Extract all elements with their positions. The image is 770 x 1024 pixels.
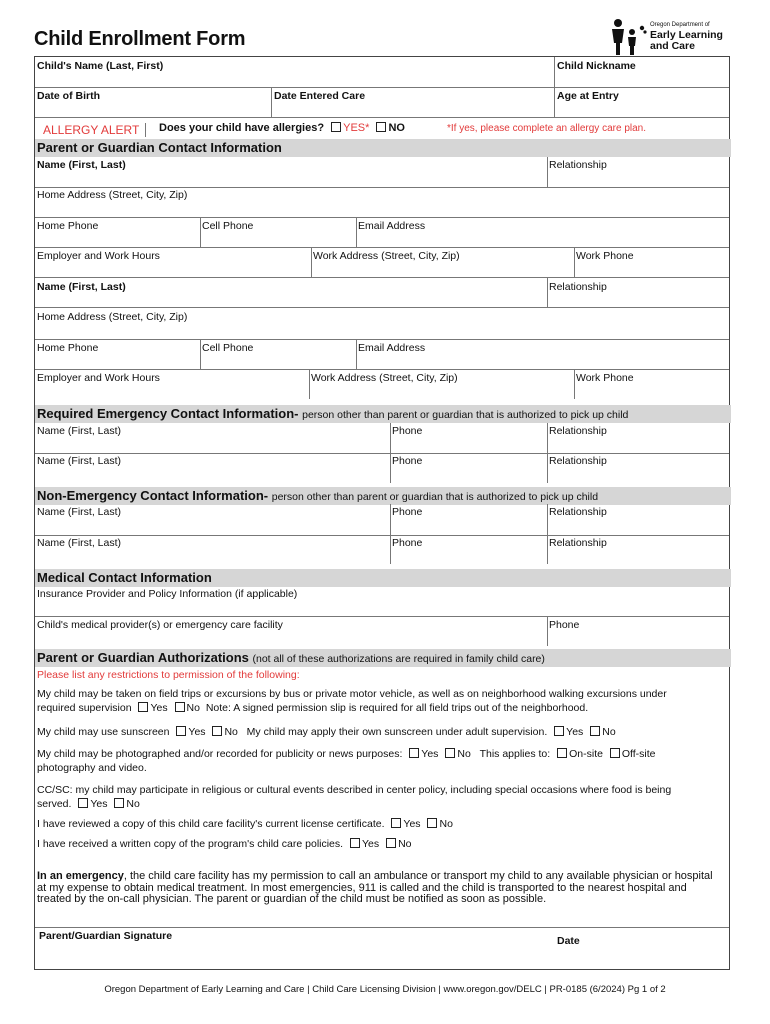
policies-yes-checkbox[interactable] (350, 838, 360, 848)
parent2-relationship-field[interactable]: Relationship (549, 281, 607, 293)
family-icon (604, 18, 648, 56)
logo-line-1: Oregon Department of (650, 22, 710, 28)
enrollment-form (34, 56, 730, 970)
sunscreen-no-checkbox[interactable] (212, 726, 222, 736)
age-entry-field[interactable]: Age at Entry (557, 90, 619, 102)
allergy-no-checkbox[interactable] (376, 122, 386, 132)
parent2-employer-field[interactable]: Employer and Work Hours (37, 372, 160, 384)
signature-date-field[interactable]: Date (557, 935, 580, 947)
emergency1-phone-field[interactable]: Phone (392, 425, 423, 437)
emergency-section-heading: Required Emergency Contact Information- person other than parent or guardian that is authorized to pick up child (35, 405, 731, 423)
license-acknowledgment: I have reviewed a copy of this child care facility's current license certificate. Yes No (37, 818, 453, 830)
date-entered-field[interactable]: Date Entered Care (274, 90, 366, 102)
parent1-employer-field[interactable]: Employer and Work Hours (37, 250, 160, 262)
allergy-yes-checkbox[interactable] (331, 122, 341, 132)
nonemergency2-phone-field[interactable]: Phone (392, 537, 423, 549)
parent2-work-phone-field[interactable]: Work Phone (576, 372, 634, 384)
trips-no-checkbox[interactable] (175, 702, 185, 712)
medical-section-heading: Medical Contact Information (35, 569, 731, 587)
parent1-work-address-field[interactable]: Work Address (Street, City, Zip) (313, 250, 460, 262)
medical-provider-field[interactable]: Child's medical provider(s) or emergency care facility (37, 619, 283, 631)
religious-no-checkbox[interactable] (114, 798, 124, 808)
signature-field[interactable]: Parent/Guardian Signature (39, 930, 173, 942)
emergency2-relationship-field[interactable]: Relationship (549, 455, 607, 467)
parent1-email-field[interactable]: Email Address (358, 220, 426, 232)
parent1-home-address-field[interactable]: Home Address (Street, City, Zip) (37, 189, 188, 201)
nonemergency1-phone-field[interactable]: Phone (392, 506, 423, 518)
dob-field[interactable]: Date of Birth (37, 90, 100, 102)
logo-line-2: Early Learning (650, 29, 723, 41)
emergency1-relationship-field[interactable]: Relationship (549, 425, 607, 437)
emergency-permission-text: In an emergency, the child care facility has my permission to call an ambulance or transport my child to any available physician or hospital at my expense to obtain medical treatment. In most emergencies, 911 is called and the child is transported to the nearest hospital and treated by the on-call physician. The parent or guardian of the child must be notified as soon as possible. (37, 870, 713, 905)
agency-logo (604, 18, 734, 58)
policies-acknowledgment: I have received a written copy of the program's child care policies. Yes No (37, 838, 412, 850)
parent1-home-phone-field[interactable]: Home Phone (37, 220, 99, 232)
page-title: Child Enrollment Form (34, 28, 246, 50)
insurance-field[interactable]: Insurance Provider and Policy Information (if applicable) (37, 588, 298, 600)
emergency1-name-field[interactable]: Name (First, Last) (37, 425, 122, 437)
page-footer: Oregon Department of Early Learning and Care | Child Care Licensing Division | www.oregon.gov/DELC | PR-0185 (6/2024) Pg 1 of 2 (104, 984, 666, 995)
religious-authorization: CC/SC: my child may participate in religious or cultural events described in center policy, including special occasions where food is being served. Yes No (37, 784, 672, 810)
religious-yes-checkbox[interactable] (78, 798, 88, 808)
allergy-alert-label: ALLERGY ALERT (37, 123, 146, 137)
field-trips-authorization: My child may be taken on field trips or excursions by bus or private motor vehicle, as well as on neighborhood walking excursions under required supervision Yes No Note: A signed permission slip is required for all field trips out of the neighborhood. (37, 688, 667, 714)
restrictions-instruction: Please list any restrictions to permission of the following: (37, 669, 300, 681)
allergy-note: *If yes, please complete an allergy care plan. (447, 123, 646, 134)
authorizations-section-heading: Parent or Guardian Authorizations (not all of these authorizations are required in family child care) (35, 649, 731, 667)
child-nickname-field[interactable]: Child Nickname (557, 60, 636, 72)
license-yes-checkbox[interactable] (391, 818, 401, 828)
parent2-cell-phone-field[interactable]: Cell Phone (202, 342, 254, 354)
medical-phone-field[interactable]: Phone (549, 619, 580, 631)
photo-authorization: My child may be photographed and/or recorded for publicity or news purposes: Yes No This applies to: On-site Off-site photography and video. (37, 748, 656, 774)
photo-offsite-checkbox[interactable] (610, 748, 620, 758)
allergy-question: Does your child have allergies? YES* NO (159, 122, 405, 134)
sunscreen-yes-checkbox[interactable] (176, 726, 186, 736)
nonemergency2-name-field[interactable]: Name (First, Last) (37, 537, 122, 549)
nonemergency1-name-field[interactable]: Name (First, Last) (37, 506, 122, 518)
own-sunscreen-yes-checkbox[interactable] (554, 726, 564, 736)
emergency2-name-field[interactable]: Name (First, Last) (37, 455, 122, 467)
parent1-relationship-field[interactable]: Relationship (549, 159, 607, 171)
parent1-name-field[interactable]: Name (First, Last) (37, 159, 126, 171)
photo-yes-checkbox[interactable] (409, 748, 419, 758)
nonemergency-section-heading: Non-Emergency Contact Information- person other than parent or guardian that is authorized to pick up child (35, 487, 731, 505)
nonemergency2-relationship-field[interactable]: Relationship (549, 537, 607, 549)
trips-yes-checkbox[interactable] (138, 702, 148, 712)
photo-onsite-checkbox[interactable] (557, 748, 567, 758)
license-no-checkbox[interactable] (427, 818, 437, 828)
parent2-name-field[interactable]: Name (First, Last) (37, 281, 126, 293)
emergency2-phone-field[interactable]: Phone (392, 455, 423, 467)
parent1-cell-phone-field[interactable]: Cell Phone (202, 220, 254, 232)
parent2-home-phone-field[interactable]: Home Phone (37, 342, 99, 354)
photo-no-checkbox[interactable] (445, 748, 455, 758)
child-name-field[interactable]: Child's Name (Last, First) (37, 60, 164, 72)
policies-no-checkbox[interactable] (386, 838, 396, 848)
parent2-home-address-field[interactable]: Home Address (Street, City, Zip) (37, 311, 188, 323)
nonemergency1-relationship-field[interactable]: Relationship (549, 506, 607, 518)
logo-line-3: and Care (650, 40, 695, 52)
sunscreen-authorization: My child may use sunscreen Yes No My child may apply their own sunscreen under adult supervision. Yes No (37, 726, 616, 738)
parent1-work-phone-field[interactable]: Work Phone (576, 250, 634, 262)
own-sunscreen-no-checkbox[interactable] (590, 726, 600, 736)
parent-section-heading: Parent or Guardian Contact Information (35, 139, 731, 157)
parent2-email-field[interactable]: Email Address (358, 342, 426, 354)
parent2-work-address-field[interactable]: Work Address (Street, City, Zip) (311, 372, 458, 384)
